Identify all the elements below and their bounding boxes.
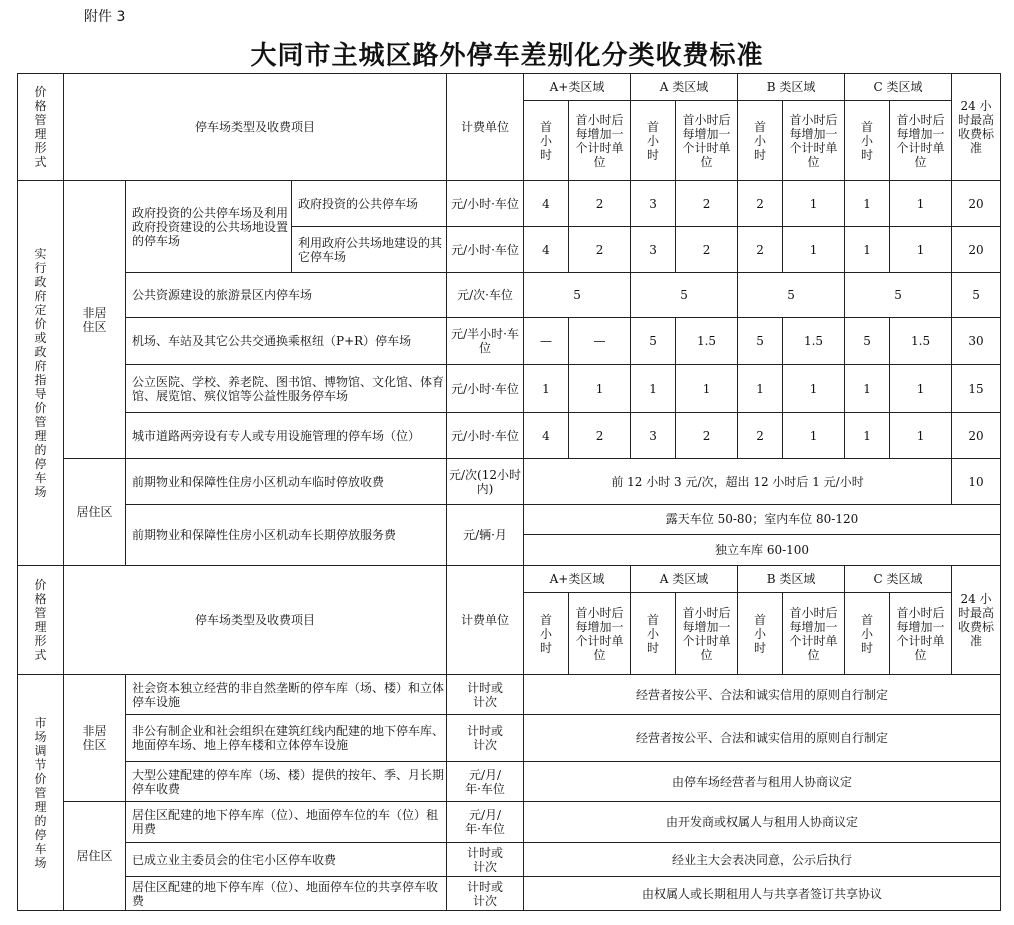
cell-text-split bbox=[524, 505, 1001, 566]
header-first-hour: 首小时 bbox=[631, 101, 676, 181]
cell-text-bottom: 独立车库 60-100 bbox=[715, 543, 810, 557]
header-zone-a: A 类区域 bbox=[631, 566, 738, 593]
header-first-hour: 首小时 bbox=[524, 101, 569, 181]
cell-value: 1 bbox=[890, 413, 952, 459]
cell-value: — bbox=[524, 318, 569, 365]
header-after: 首小时后每增加一个计时单位 bbox=[569, 593, 631, 675]
header-first-hour: 首小时 bbox=[524, 593, 569, 675]
cell-value: 1 bbox=[890, 181, 952, 227]
cell-text: 经营者按公平、合法和诚实信用的原则自行制定 bbox=[524, 675, 1001, 715]
table-row bbox=[18, 505, 1001, 566]
header-first-hour: 首小时 bbox=[845, 101, 890, 181]
cell-value: 1.5 bbox=[676, 318, 738, 365]
cell-value: 1 bbox=[845, 181, 890, 227]
table-row bbox=[18, 877, 1001, 911]
row-unit: 元/辆·月 bbox=[447, 505, 524, 566]
table-row bbox=[18, 802, 1001, 843]
row-name: 前期物业和保障性住房小区机动车长期停放服务费 bbox=[126, 505, 447, 566]
header-zone-b: B 类区域 bbox=[738, 566, 845, 593]
header-mgmt: 价格管理形式 bbox=[18, 74, 64, 181]
header-first-hour: 首小时 bbox=[738, 593, 783, 675]
header-first-hour: 首小时 bbox=[738, 101, 783, 181]
header-after: 首小时后每增加一个计时单位 bbox=[783, 101, 845, 181]
section2-nonres: 非居住区 bbox=[64, 675, 126, 802]
cell-text: 由权属人或长期租用人与共享者签订共享协议 bbox=[524, 877, 1001, 911]
cell-value: 5 bbox=[524, 273, 631, 318]
cell-value: 1 bbox=[783, 181, 845, 227]
cell-text: 前 12 小时 3 元/次，超出 12 小时后 1 元/小时 bbox=[524, 459, 952, 505]
row-name: 公共资源建设的旅游景区内停车场 bbox=[126, 273, 447, 318]
header-zone-a-plus: A+类区域 bbox=[524, 74, 631, 101]
table-row bbox=[18, 843, 1001, 877]
section2-mgmt: 市场调节价管理的停车场 bbox=[18, 675, 64, 911]
cell-value: 4 bbox=[524, 227, 569, 273]
header-unit: 计费单位 bbox=[447, 566, 524, 675]
table-row bbox=[18, 675, 1001, 715]
row-name: 居住区配建的地下停车库（位）、地面停车位的车（位）租用费 bbox=[126, 802, 447, 843]
cell-value: 2 bbox=[738, 181, 783, 227]
row-name: 城市道路两旁设有专人或专用设施管理的停车场（位） bbox=[126, 413, 447, 459]
row-unit: 元/次(12小时内) bbox=[447, 459, 524, 505]
cell-value: 5 bbox=[845, 273, 952, 318]
cell-value: 1 bbox=[524, 365, 569, 413]
cell-value: 1 bbox=[738, 365, 783, 413]
cell-max: 30 bbox=[952, 318, 1001, 365]
row-name: 机场、车站及其它公共交通换乘枢纽（P+R）停车场 bbox=[126, 318, 447, 365]
cell-max: 10 bbox=[952, 459, 1001, 505]
cell-value: 1 bbox=[569, 365, 631, 413]
row-name: 居住区配建的地下停车库（位）、地面停车位的共享停车收费 bbox=[126, 877, 447, 911]
header-type: 停车场类型及收费项目 bbox=[64, 566, 447, 675]
cell-max: 5 bbox=[952, 273, 1001, 318]
header-unit: 计费单位 bbox=[447, 74, 524, 181]
section1-nonres: 非居住区 bbox=[64, 181, 126, 459]
cell-max: 20 bbox=[952, 181, 1001, 227]
cell-value: 1 bbox=[845, 413, 890, 459]
header-after: 首小时后每增加一个计时单位 bbox=[890, 593, 952, 675]
page-title: 大同市主城区路外停车差别化分类收费标准 bbox=[250, 41, 764, 71]
cell-value: 4 bbox=[524, 413, 569, 459]
section1-res: 居住区 bbox=[64, 459, 126, 566]
cell-value: 1 bbox=[631, 365, 676, 413]
header-zone-a: A 类区域 bbox=[631, 74, 738, 101]
cell-value: 1 bbox=[783, 413, 845, 459]
cell-text: 由开发商或权属人与租用人协商议定 bbox=[524, 802, 1001, 843]
header-after: 首小时后每增加一个计时单位 bbox=[783, 593, 845, 675]
header-type: 停车场类型及收费项目 bbox=[64, 74, 447, 181]
cell-value: 2 bbox=[676, 181, 738, 227]
table-row bbox=[18, 273, 1001, 318]
row-name: 政府投资的公共停车场 bbox=[292, 181, 447, 227]
cell-max: 20 bbox=[952, 227, 1001, 273]
cell-value: 1.5 bbox=[890, 318, 952, 365]
cell-value: 1.5 bbox=[783, 318, 845, 365]
cell-text: 经业主大会表决同意，公示后执行 bbox=[524, 843, 1001, 877]
row-unit: 元/小时·车位 bbox=[447, 227, 524, 273]
cell-value: 1 bbox=[676, 365, 738, 413]
header-after: 首小时后每增加一个计时单位 bbox=[890, 101, 952, 181]
row-unit: 计时或计次 bbox=[447, 675, 524, 715]
row-unit: 元/小时·车位 bbox=[447, 181, 524, 227]
table-row bbox=[18, 318, 1001, 365]
cell-max: 20 bbox=[952, 413, 1001, 459]
row-unit: 元/月/年·车位 bbox=[447, 802, 524, 843]
row-name: 公立医院、学校、养老院、图书馆、博物馆、文化馆、体育馆、展览馆、殡仪馆等公益性服务停车场 bbox=[126, 365, 447, 413]
table-row bbox=[18, 762, 1001, 802]
cell-value: 4 bbox=[524, 181, 569, 227]
header-mgmt: 价格管理形式 bbox=[18, 566, 64, 675]
row-unit: 元/小时·车位 bbox=[447, 413, 524, 459]
cell-max: 15 bbox=[952, 365, 1001, 413]
cell-value: 5 bbox=[845, 318, 890, 365]
cell-value: 2 bbox=[569, 413, 631, 459]
cell-value: 2 bbox=[676, 413, 738, 459]
header-first-hour: 首小时 bbox=[845, 593, 890, 675]
cell-value: 2 bbox=[738, 413, 783, 459]
cell-value: 5 bbox=[631, 273, 738, 318]
cell-value: — bbox=[569, 318, 631, 365]
header-after: 首小时后每增加一个计时单位 bbox=[676, 593, 738, 675]
cell-text-top: 露天车位 50-80；室内车位 80-120 bbox=[524, 505, 1000, 535]
cell-text: 经营者按公平、合法和诚实信用的原则自行制定 bbox=[524, 715, 1001, 762]
cell-text: 由停车场经营者与租用人协商议定 bbox=[524, 762, 1001, 802]
fee-table-market bbox=[17, 565, 1001, 911]
gov-group-label: 政府投资的公共停车场及利用政府投资建设的公共场地设置的停车场 bbox=[126, 181, 292, 273]
fee-table-government bbox=[17, 73, 1001, 566]
cell-value: 5 bbox=[631, 318, 676, 365]
header-max: 24 小时最高收费标准 bbox=[952, 566, 1001, 675]
row-name: 社会资本独立经营的非自然垄断的停车库（场、楼）和立体停车设施 bbox=[126, 675, 447, 715]
cell-value: 5 bbox=[738, 273, 845, 318]
cell-value: 1 bbox=[783, 227, 845, 273]
row-name: 大型公建配建的停车库（场、楼）提供的按年、季、月长期停车收费 bbox=[126, 762, 447, 802]
header-max: 24 小时最高收费标准 bbox=[952, 74, 1001, 181]
row-unit: 元/小时·车位 bbox=[447, 365, 524, 413]
cell-value: 1 bbox=[783, 365, 845, 413]
row-unit: 计时或计次 bbox=[447, 843, 524, 877]
row-name: 利用政府公共场地建设的其它停车场 bbox=[292, 227, 447, 273]
table-row bbox=[18, 459, 1001, 505]
cell-value: 2 bbox=[676, 227, 738, 273]
table-row bbox=[18, 181, 1001, 227]
row-unit: 元/半小时·车位 bbox=[447, 318, 524, 365]
header-zone-c: C 类区域 bbox=[845, 74, 952, 101]
header-zone-a-plus: A+类区域 bbox=[524, 566, 631, 593]
section2-res: 居住区 bbox=[64, 802, 126, 911]
cell-value: 3 bbox=[631, 227, 676, 273]
cell-value: 2 bbox=[569, 181, 631, 227]
annex-label: 附件 3 bbox=[84, 9, 126, 25]
row-unit: 元/次·车位 bbox=[447, 273, 524, 318]
cell-value: 5 bbox=[738, 318, 783, 365]
row-unit: 元/月/年·车位 bbox=[447, 762, 524, 802]
row-name: 已成立业主委员会的住宅小区停车收费 bbox=[126, 843, 447, 877]
row-unit: 计时或计次 bbox=[447, 877, 524, 911]
table-row bbox=[18, 715, 1001, 762]
header-first-hour: 首小时 bbox=[631, 593, 676, 675]
header-zone-b: B 类区域 bbox=[738, 74, 845, 101]
cell-value: 2 bbox=[738, 227, 783, 273]
row-name: 前期物业和保障性住房小区机动车临时停放收费 bbox=[126, 459, 447, 505]
cell-value: 2 bbox=[569, 227, 631, 273]
header-after: 首小时后每增加一个计时单位 bbox=[676, 101, 738, 181]
cell-value: 1 bbox=[890, 365, 952, 413]
row-unit: 计时或计次 bbox=[447, 715, 524, 762]
table-row bbox=[18, 365, 1001, 413]
cell-value: 1 bbox=[845, 365, 890, 413]
cell-value: 1 bbox=[845, 227, 890, 273]
cell-value: 1 bbox=[890, 227, 952, 273]
cell-value: 3 bbox=[631, 413, 676, 459]
header-zone-c: C 类区域 bbox=[845, 566, 952, 593]
header-after: 首小时后每增加一个计时单位 bbox=[569, 101, 631, 181]
table-row bbox=[18, 413, 1001, 459]
section1-mgmt: 实行政府定价或政府指导价管理的停车场 bbox=[18, 181, 64, 566]
row-name: 非公有制企业和社会组织在建筑红线内配建的地下停车库、地面停车场、地上停车楼和立体停车设施 bbox=[126, 715, 447, 762]
cell-value: 3 bbox=[631, 181, 676, 227]
